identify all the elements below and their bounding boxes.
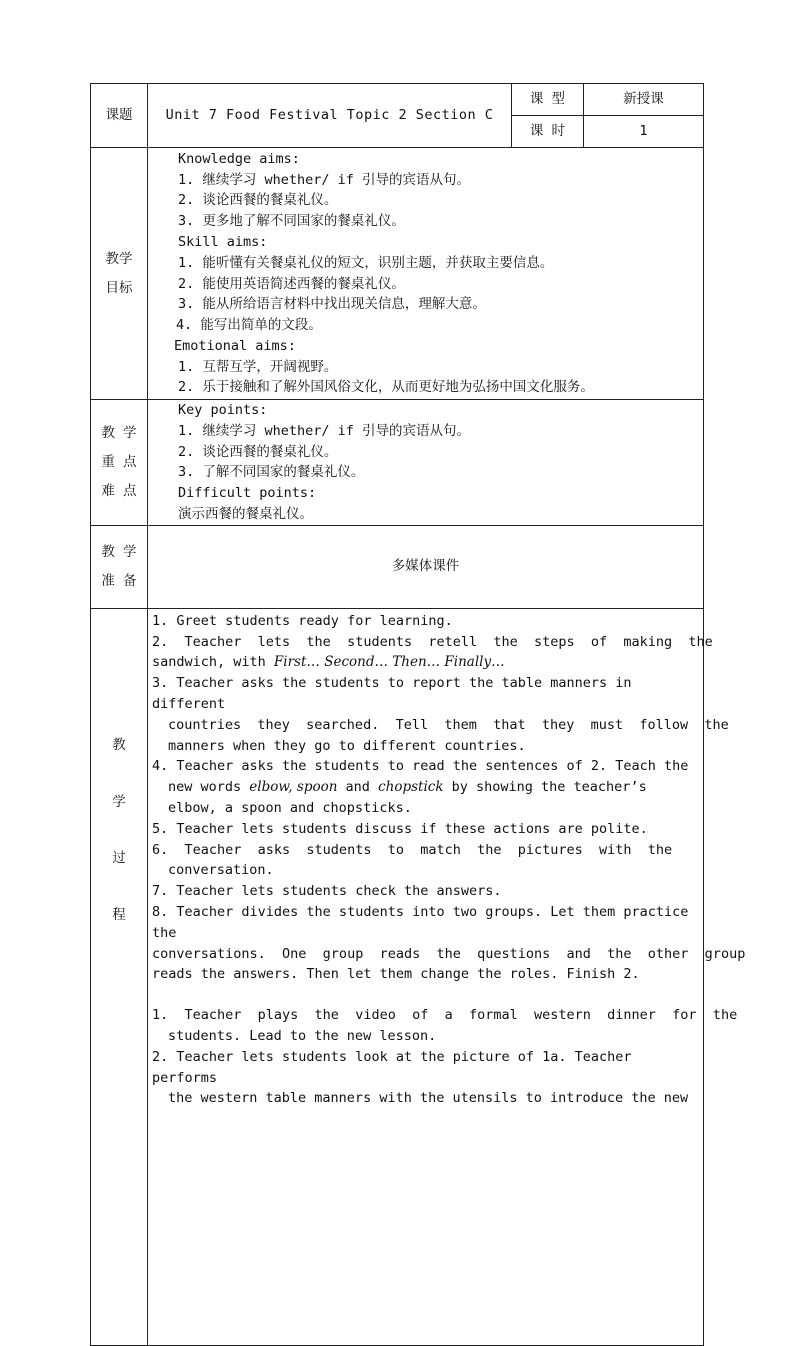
prep-label-line-2: 准 备 bbox=[101, 572, 137, 589]
process-step: 7. Teacher lets students check the answers. bbox=[152, 883, 502, 900]
aims-content bbox=[148, 148, 704, 400]
lesson-plan-table bbox=[90, 83, 746, 1346]
type-value: 新授课 bbox=[584, 84, 704, 116]
process-step: 6. Teacher asks students to match the pictures with the bbox=[152, 841, 673, 858]
process-step-cont: the western table manners with the utensils to introduce the new bbox=[168, 1090, 689, 1107]
header-row-1 bbox=[91, 84, 704, 116]
emotional-item: 2. 乐于接触和了解外国风俗文化，从而更好地为弘扬中国文化服务。 bbox=[178, 379, 594, 396]
lesson-title: Unit 7 Food Festival Topic 2 Section C bbox=[148, 84, 512, 148]
process-step: 5. Teacher lets students discuss if these actions are polite. bbox=[152, 820, 648, 837]
process-label-char: 学 bbox=[112, 793, 126, 810]
skill-item: 1. 能听懂有关餐桌礼仪的短文，识别主题，并获取主要信息。 bbox=[178, 254, 554, 271]
difficult-item: 演示西餐的餐桌礼仪。 bbox=[178, 505, 313, 522]
process-step-cont: elbow, a spoon and chopsticks. bbox=[168, 799, 412, 816]
process-label-char: 过 bbox=[112, 850, 126, 867]
new-word: chopstick bbox=[378, 779, 444, 796]
skill-item: 3. 能从所给语言材料中找出现关信息，理解大意。 bbox=[178, 296, 486, 313]
keypoints-content bbox=[148, 400, 704, 526]
title-label: 课题 bbox=[91, 84, 148, 148]
process-content bbox=[148, 608, 746, 1345]
keypoints-row bbox=[91, 400, 704, 526]
keypoints-label-line-3: 难 点 bbox=[101, 482, 137, 499]
sequence-words: First… Second… Then… Finally… bbox=[273, 654, 505, 671]
key-heading: Key points: bbox=[178, 402, 268, 418]
keypoints-label-line-1: 教 学 bbox=[101, 425, 137, 442]
difficult-heading: Difficult points: bbox=[178, 485, 317, 502]
key-item: 2. 谈论西餐的餐桌礼仪。 bbox=[178, 443, 338, 460]
aims-label-line-1: 教学 bbox=[105, 250, 133, 267]
process-step: 3. Teacher asks the students to report the table manners in different bbox=[152, 675, 632, 712]
knowledge-item: 1. 继续学习 whether/ if 引导的宾语从句。 bbox=[178, 171, 471, 188]
keypoints-label bbox=[91, 400, 148, 526]
prep-label bbox=[91, 525, 148, 608]
process-step-cont: manners when they go to different countries. bbox=[168, 737, 526, 754]
knowledge-item: 3. 更多地了解不同国家的餐桌礼仪。 bbox=[178, 213, 405, 230]
process-step: 1. Greet students ready for learning. bbox=[152, 612, 453, 629]
prep-value: 多媒体课件 bbox=[148, 525, 704, 608]
process-row bbox=[91, 608, 704, 1345]
key-item: 3. 了解不同国家的餐桌礼仪。 bbox=[178, 464, 365, 481]
process-step-cont: countries they searched. Tell them that they must follow the bbox=[168, 716, 729, 733]
key-item: 1. 继续学习 whether/ if 引导的宾语从句。 bbox=[178, 422, 471, 439]
period-label: 课 时 bbox=[512, 116, 584, 148]
keypoints-label-line-2: 重 点 bbox=[101, 453, 137, 470]
process-label-char: 程 bbox=[112, 907, 126, 924]
emotional-heading: Emotional aims: bbox=[174, 337, 296, 354]
process-step: 4. Teacher asks the students to read the sentences of 2. Teach the bbox=[152, 758, 689, 775]
knowledge-heading: Knowledge aims: bbox=[178, 150, 300, 167]
process-step-cont: students. Lead to the new lesson. bbox=[168, 1027, 437, 1044]
aims-row bbox=[91, 148, 704, 400]
aims-label-line-2: 目标 bbox=[105, 279, 133, 296]
skill-item: 2. 能使用英语简述西餐的餐桌礼仪。 bbox=[178, 275, 405, 292]
aims-label bbox=[91, 148, 148, 400]
process-step-cont: conversation. bbox=[168, 862, 274, 879]
process-step-cont: reads the answers. Then let them change the roles. Finish 2. bbox=[152, 966, 640, 983]
process-step: 8. Teacher divides the students into two groups. Let them practice the bbox=[152, 903, 689, 941]
process-step: 1. Teacher plays the video of a formal western dinner for the bbox=[152, 1007, 738, 1024]
skill-heading: Skill aims: bbox=[178, 233, 268, 250]
type-label: 课 型 bbox=[512, 84, 584, 116]
process-label-char: 教 bbox=[112, 736, 126, 753]
process-step-cont: new words elbow, spoon and chopstick by showing the teacher’s bbox=[168, 779, 647, 796]
spacer bbox=[152, 985, 697, 1005]
knowledge-item: 2. 谈论西餐的餐桌礼仪。 bbox=[178, 192, 338, 209]
process-label bbox=[91, 608, 148, 1345]
period-value: 1 bbox=[584, 116, 704, 148]
process-step: 2. Teacher lets students look at the picture of 1a. Teacher performs bbox=[152, 1048, 632, 1086]
emotional-item: 1. 互帮互学，开阔视野。 bbox=[178, 358, 338, 375]
process-step-cont: conversations. One group reads the questions and the other group bbox=[152, 945, 746, 962]
process-step-cont: sandwich, with First… Second… Then… Finally… bbox=[152, 654, 505, 671]
prep-row bbox=[91, 525, 704, 608]
process-step: 2. Teacher lets the students retell the steps of making the bbox=[152, 633, 713, 650]
skill-item: 4. 能写出简单的文段。 bbox=[176, 317, 322, 334]
new-words: elbow, spoon bbox=[249, 779, 338, 796]
prep-label-line-1: 教 学 bbox=[101, 543, 137, 560]
